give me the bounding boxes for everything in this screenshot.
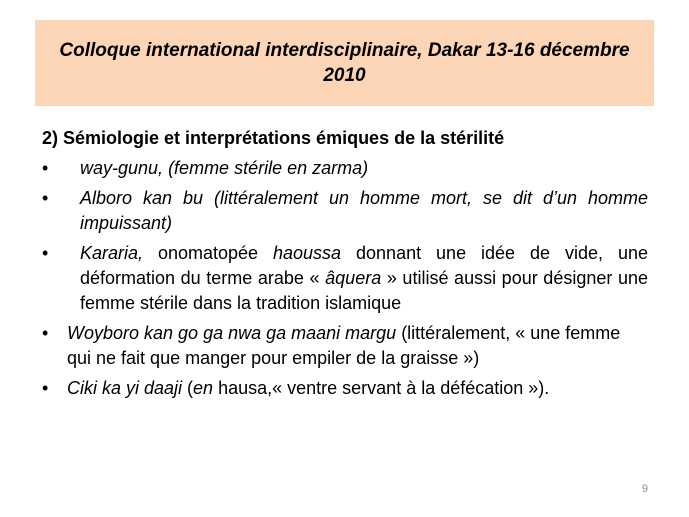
text: onomatopée	[143, 243, 274, 263]
bullet-icon: •	[42, 378, 49, 398]
bullet-icon: •	[42, 188, 49, 208]
bullet-icon: •	[42, 243, 49, 263]
list-item	[42, 186, 648, 236]
term: haoussa	[273, 243, 342, 263]
slide-content	[42, 126, 648, 406]
text: (littéralement, « une femme qui ne fait que manger pour empiler de la graisse »)	[67, 323, 621, 368]
bullet-icon: •	[42, 323, 49, 343]
list-item	[42, 321, 648, 371]
term: en	[193, 378, 214, 398]
text: » utilisé aussi pour désigner une femme stérile dans la tradition islamique	[80, 268, 648, 313]
title-banner	[35, 20, 654, 106]
term: âquera	[325, 268, 382, 288]
term: Alboro kan bu (littéralement un homme mort, se dit d’un homme impuissant)	[80, 188, 648, 233]
term: Kararia,	[80, 243, 144, 263]
list-item	[42, 376, 648, 401]
page-number: 9	[641, 483, 648, 495]
text: donnant une idée de vide, une déformation du terme arabe «	[80, 243, 648, 288]
text: (	[182, 378, 194, 398]
term: Ciki ka yi daaji	[67, 378, 183, 398]
term: Woyboro kan go ga nwa ga maani margu	[67, 323, 397, 343]
section-heading: 2) Sémiologie et interprétations émiques de la stérilité	[42, 128, 505, 148]
text: hausa,« ventre servant à la défécation »).	[213, 378, 550, 398]
list-item	[42, 241, 648, 316]
gloss: (femme stérile en zarma)	[168, 158, 369, 178]
list-item	[42, 156, 648, 181]
bullet-icon: •	[42, 158, 49, 178]
slide-title: Colloque international interdisciplinaire, Dakar 13-16 décembre 2010	[59, 40, 630, 86]
term: way-gunu,	[80, 158, 169, 178]
